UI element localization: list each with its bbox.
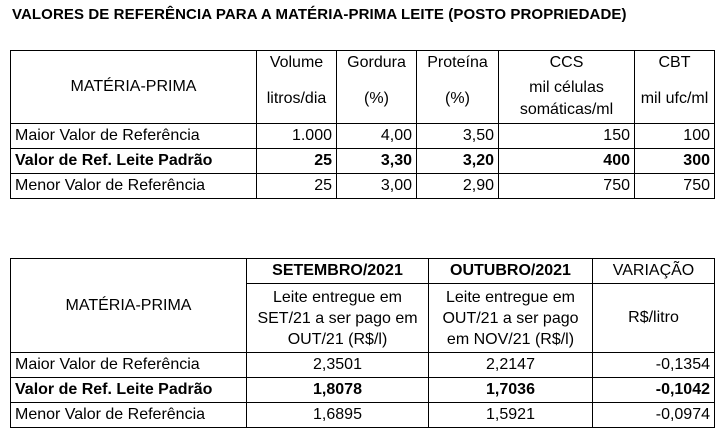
col-header-outubro: OUTUBRO/2021 [429, 259, 593, 284]
row-label: Valor de Ref. Leite Padrão [11, 149, 257, 174]
col-unit-volume: litros/dia [257, 75, 337, 124]
row-label: Valor de Ref. Leite Padrão [11, 378, 247, 403]
cell-outubro: 2,2147 [429, 353, 593, 378]
cell-cbt: 750 [635, 174, 715, 199]
table-row [11, 353, 715, 378]
row-label: Maior Valor de Referência [11, 353, 247, 378]
col-unit-gordura: (%) [337, 75, 417, 124]
row-header: MATÉRIA-PRIMA [11, 259, 247, 353]
col-desc-setembro: Leite entregue em SET/21 a ser pago em OUT/21 (R$/l) [247, 284, 429, 353]
col-desc-variacao: R$/litro [593, 284, 715, 353]
cell-proteina: 3,20 [417, 149, 499, 174]
cell-cbt: 300 [635, 149, 715, 174]
cell-volume: 25 [257, 174, 337, 199]
table-row [11, 124, 715, 149]
row-label: Menor Valor de Referência [11, 174, 257, 199]
cell-outubro: 1,7036 [429, 378, 593, 403]
cell-proteina: 3,50 [417, 124, 499, 149]
cell-setembro: 2,3501 [247, 353, 429, 378]
reference-values-table [10, 50, 715, 199]
price-comparison-table [10, 258, 715, 428]
cell-variacao: -0,1354 [593, 353, 715, 378]
cell-variacao: -0,1042 [593, 378, 715, 403]
table-row [11, 378, 715, 403]
cell-volume: 1.000 [257, 124, 337, 149]
col-desc-outubro: Leite entregue em OUT/21 a ser pago em NOV/21 (R$/l) [429, 284, 593, 353]
col-unit-proteina: (%) [417, 75, 499, 124]
cell-ccs: 400 [499, 149, 635, 174]
cell-cbt: 100 [635, 124, 715, 149]
col-header-ccs: CCS [499, 51, 635, 76]
cell-ccs: 150 [499, 124, 635, 149]
cell-gordura: 3,30 [337, 149, 417, 174]
col-header-cbt: CBT [635, 51, 715, 76]
table-row [11, 149, 715, 174]
col-unit-ccs: mil células somáticas/ml [499, 75, 635, 124]
col-header-setembro: SETEMBRO/2021 [247, 259, 429, 284]
cell-setembro: 1,6895 [247, 403, 429, 428]
page-title: VALORES DE REFERÊNCIA PARA A MATÉRIA-PRIMA LEITE (POSTO PROPRIEDADE) [12, 6, 627, 23]
cell-gordura: 3,00 [337, 174, 417, 199]
cell-setembro: 1,8078 [247, 378, 429, 403]
cell-volume: 25 [257, 149, 337, 174]
col-header-variacao: VARIAÇÃO [593, 259, 715, 284]
row-label: Maior Valor de Referência [11, 124, 257, 149]
col-header-proteina: Proteína [417, 51, 499, 76]
col-unit-cbt: mil ufc/ml [635, 75, 715, 124]
cell-proteina: 2,90 [417, 174, 499, 199]
cell-ccs: 750 [499, 174, 635, 199]
cell-outubro: 1,5921 [429, 403, 593, 428]
col-header-volume: Volume [257, 51, 337, 76]
row-header: MATÉRIA-PRIMA [11, 51, 257, 124]
cell-variacao: -0,0974 [593, 403, 715, 428]
table-row [11, 403, 715, 428]
table-row [11, 174, 715, 199]
row-label: Menor Valor de Referência [11, 403, 247, 428]
cell-gordura: 4,00 [337, 124, 417, 149]
col-header-gordura: Gordura [337, 51, 417, 76]
